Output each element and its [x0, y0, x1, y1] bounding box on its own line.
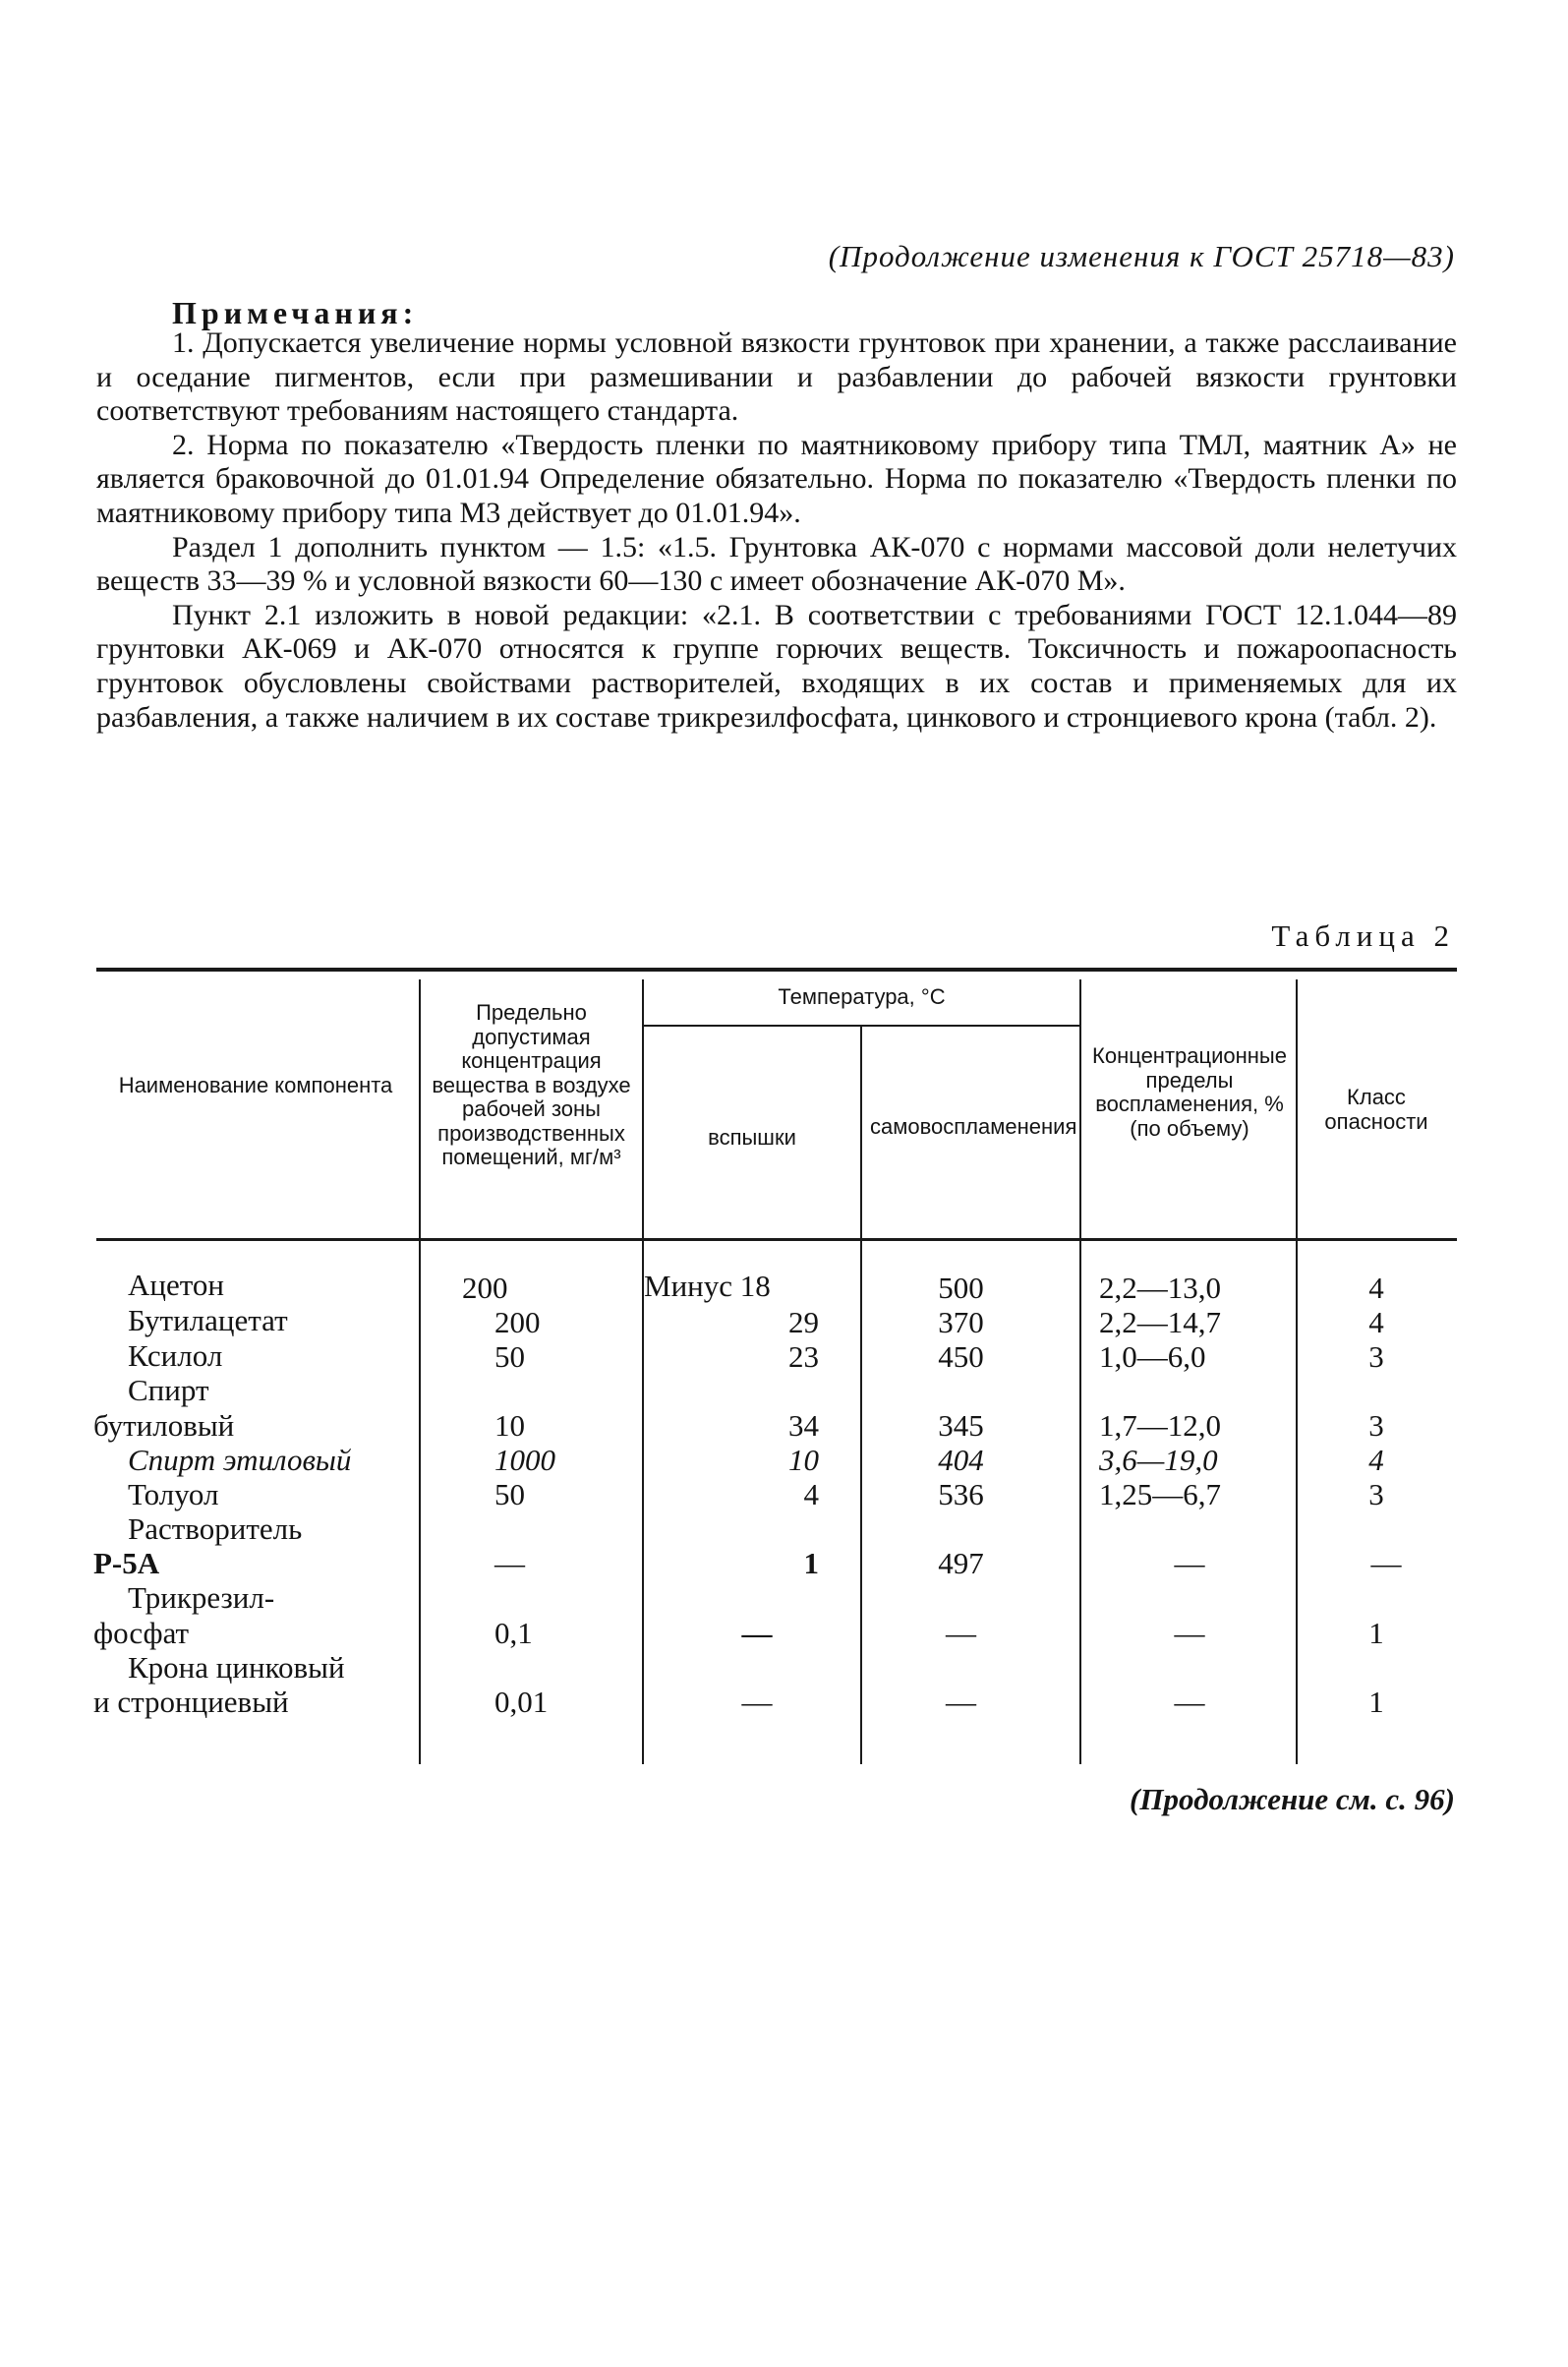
row-5-class: 3 [1368, 1477, 1384, 1511]
continuation-footer: (Продолжение см. с. 96) [1130, 1782, 1455, 1816]
paragraph-item-2-1: Пункт 2.1 изложить в новой редакции: «2.1. В соответствии с требованиями ГОСТ 12.1.044—89 грунтовки АК-069 и АК-070 относятся к группе горючих веществ. Токсичность и пожароопасность грунтовок обусловлены свойствами растворителей, входящих в их состав и применяемых для их разбавления, а также наличием в их составе трикрезилфосфата, цинкового и стронциевого крона (табл. 2). [96, 598, 1457, 734]
row-3-auto: 345 [938, 1408, 984, 1443]
header-pdk: Предельно допустимая концентрация вещества в воздухе рабочей зоны производственных помещений, мг/м³ [432, 1000, 631, 1169]
row-3-name-line-2: бутиловый [93, 1408, 235, 1443]
row-6-class: — [1370, 1546, 1402, 1580]
row-8-auto: — [946, 1685, 976, 1719]
row-3-class: 3 [1368, 1408, 1384, 1443]
row-1-limits: 2,2—14,7 [1099, 1305, 1221, 1339]
row-1-name: Бутилацетат [128, 1303, 288, 1337]
row-4-flash: 10 [788, 1443, 819, 1477]
row-0-flash: Минус 18 [644, 1269, 771, 1303]
table-top-rule [96, 968, 1457, 972]
row-3-name-line-1: Спирт [128, 1373, 209, 1407]
row-2-auto: 450 [938, 1339, 984, 1374]
note-2: 2. Норма по показателю «Твердость пленки по маятниковому прибору типа ТМЛ, маятник А» не является браковочной до 01.01.94 Определение обязательно. Норма по показателю «Твердость пленки по маятниковому прибору типа М3 действует до 01.01.94». [96, 428, 1457, 529]
body-text [96, 326, 1457, 735]
row-4-pdk: 1000 [494, 1443, 555, 1477]
row-7-name-line-2: фосфат [93, 1616, 190, 1650]
row-8-name-line-1: Крона цинковый [128, 1650, 345, 1685]
header-limits: Концентрационные пределы воспламенения, % (по объему) [1092, 1043, 1287, 1141]
paragraph-section-1: Раздел 1 дополнить пунктом — 1.5: «1.5. Грунтовка АК-070 с нормами массовой доли нелетучих веществ 33—39 % и условной вязкости 60—130 с имеет обозначение АК-070 М». [96, 530, 1457, 598]
row-0-name: Ацетон [128, 1268, 224, 1302]
row-1-auto: 370 [938, 1305, 984, 1339]
continuation-header: (Продолжение изменения к ГОСТ 25718—83) [828, 239, 1455, 273]
row-7-flash: — [741, 1616, 773, 1650]
row-4-auto: 404 [938, 1443, 984, 1477]
row-1-class: 4 [1368, 1305, 1384, 1339]
notes-title: Примечания: [172, 295, 419, 330]
row-2-limits: 1,0—6,0 [1099, 1339, 1206, 1374]
row-4-class: 4 [1368, 1443, 1384, 1477]
header-hazard-class: Класс опасности [1324, 1085, 1428, 1134]
table-header-bottom-rule [96, 1238, 1457, 1241]
table-label: Таблица 2 [1271, 918, 1455, 953]
row-8-name-line-2: и стронциевый [93, 1685, 289, 1719]
column-divider-3 [860, 1027, 862, 1764]
header-name: Наименование компонента [118, 1073, 393, 1097]
row-6-flash: 1 [803, 1546, 819, 1580]
row-3-pdk: 10 [494, 1408, 525, 1443]
row-5-auto: 536 [938, 1477, 984, 1511]
row-6-auto: 497 [938, 1546, 984, 1580]
row-5-pdk: 50 [494, 1477, 525, 1511]
row-0-pdk: 200 [462, 1271, 508, 1305]
row-2-class: 3 [1368, 1339, 1384, 1374]
row-2-name: Ксилол [128, 1338, 223, 1373]
row-5-flash: 4 [803, 1477, 819, 1511]
row-8-pdk: 0,01 [494, 1685, 549, 1719]
row-7-pdk: 0,1 [494, 1616, 533, 1650]
note-1: 1. Допускается увеличение нормы условной вязкости грунтовок при хранении, а также расслаивание и оседание пигментов, если при размешивании и разбавлении до рабочей вязкости грунтовки соответствуют требованиям настоящего стандарта. [96, 326, 1457, 428]
row-6-name-line-1: Растворитель [128, 1511, 303, 1546]
column-divider-1 [419, 979, 421, 1764]
row-7-class: 1 [1368, 1616, 1384, 1650]
header-autoignition: самовоспламенения [870, 1114, 1077, 1139]
row-7-auto: — [946, 1616, 976, 1650]
row-3-flash: 34 [788, 1408, 819, 1443]
row-5-limits: 1,25—6,7 [1099, 1477, 1221, 1511]
header-temperature: Температура, °С [778, 984, 946, 1009]
row-4-name: Спирт этиловый [128, 1443, 352, 1477]
row-7-limits: — [1174, 1616, 1205, 1650]
row-8-limits: — [1174, 1685, 1205, 1719]
row-8-flash: — [741, 1685, 773, 1719]
column-divider-4 [1079, 979, 1081, 1764]
row-4-limits: 3,6—19,0 [1099, 1443, 1218, 1477]
row-6-limits: — [1174, 1546, 1205, 1580]
row-1-pdk: 200 [494, 1305, 541, 1339]
row-8-class: 1 [1368, 1685, 1384, 1719]
row-6-name-line-2: Р-5А [93, 1546, 160, 1580]
column-divider-5 [1296, 979, 1298, 1764]
row-0-class: 4 [1368, 1271, 1384, 1305]
row-7-name-line-1: Трикрезил- [128, 1580, 275, 1615]
row-2-flash: 23 [788, 1339, 819, 1374]
row-3-limits: 1,7—12,0 [1099, 1408, 1221, 1443]
row-0-limits: 2,2—13,0 [1099, 1271, 1221, 1305]
row-2-pdk: 50 [494, 1339, 525, 1374]
header-flash: вспышки [708, 1125, 796, 1150]
row-0-auto: 500 [938, 1271, 984, 1305]
row-1-flash: 29 [788, 1305, 819, 1339]
row-5-name: Толуол [128, 1477, 219, 1511]
row-6-pdk: — [494, 1546, 525, 1580]
